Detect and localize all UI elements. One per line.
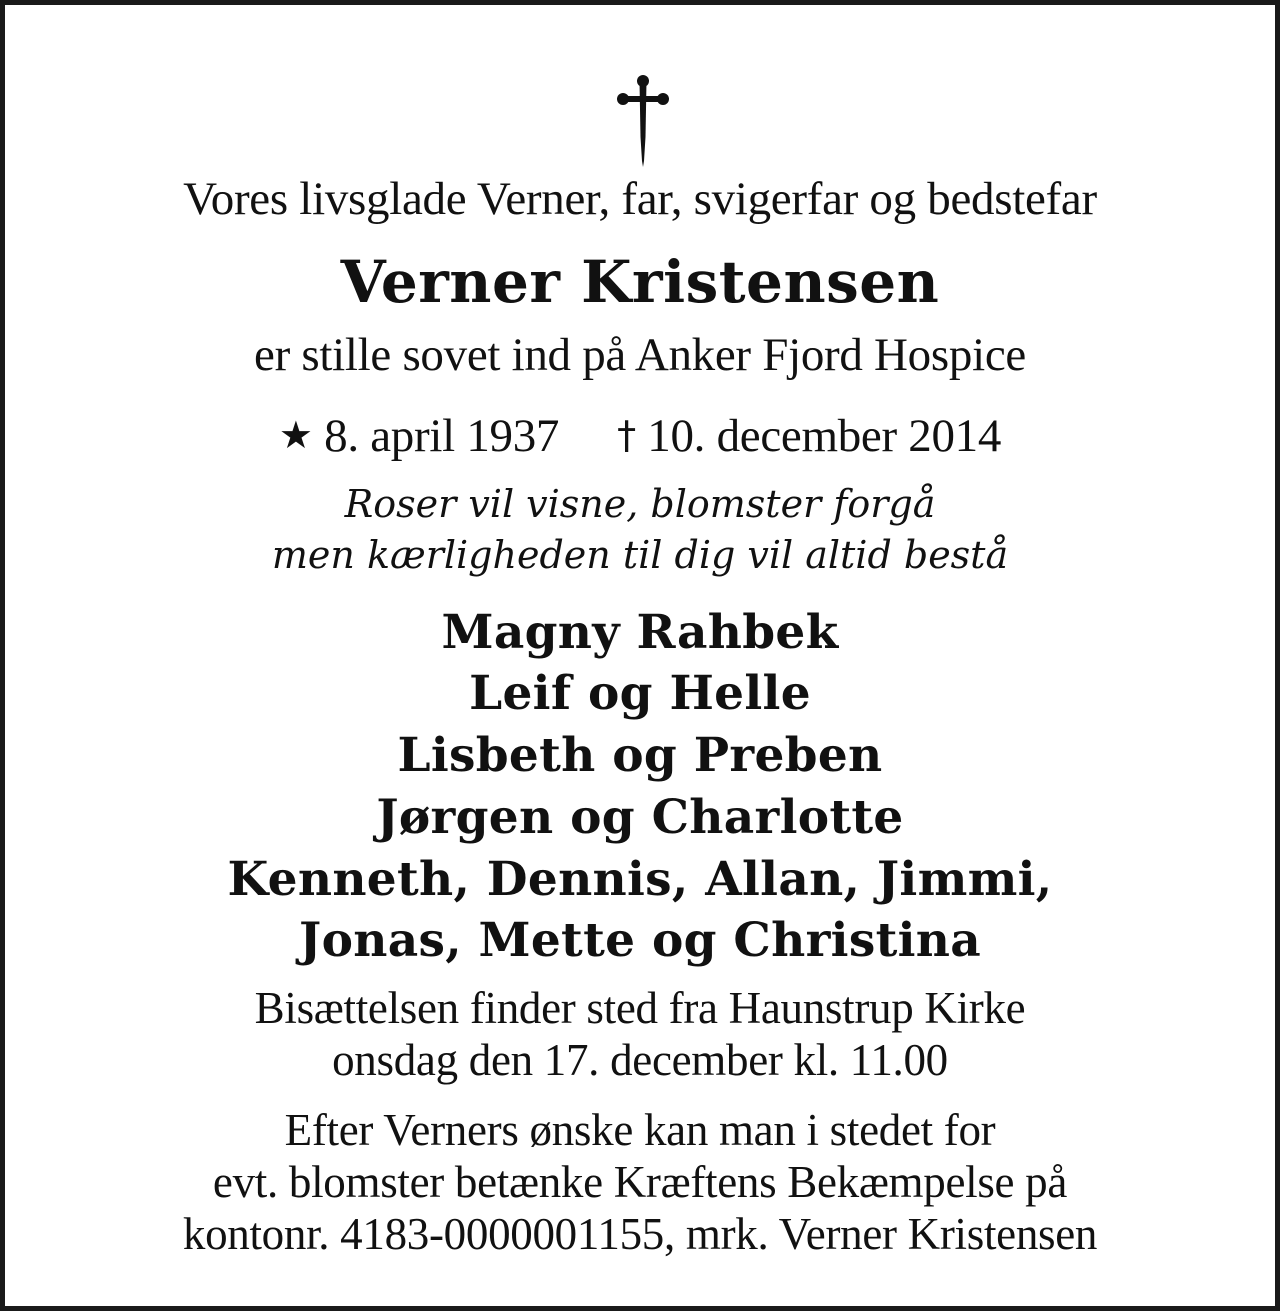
donation-info: evt. blomster betænke Kræftens Bekæmpelse på [212, 1157, 1068, 1207]
family-member: Jonas, Mette og Christina [299, 913, 981, 968]
death-date: 10. december 2014 [647, 410, 1002, 462]
donation-info: kontonr. 4183-0000001155, mrk. Verner Kristensen [182, 1209, 1098, 1259]
deceased-name: Verner Kristensen [340, 248, 940, 316]
funeral-info: Bisættelsen finder sted fra Haunstrup Kirke [254, 983, 1026, 1033]
passing-text: er stille sovet ind på Anker Fjord Hospice [254, 329, 1026, 381]
verse-line: men kærligheden til dig vil altid bestå [271, 533, 1009, 577]
life-dates [5, 409, 1275, 465]
family-member: Lisbeth og Preben [397, 728, 883, 783]
dagger-icon: † [617, 413, 636, 457]
family-member: Kenneth, Dennis, Allan, Jimmi, [227, 852, 1053, 907]
cross-icon [617, 75, 669, 167]
verse-line: Roser vil visne, blomster forgå [344, 482, 936, 526]
family-member: Leif og Helle [469, 666, 811, 721]
star-icon: ★ [278, 413, 313, 457]
birth-date: 8. april 1937 [324, 410, 560, 462]
donation-info: Efter Verners ønske kan man i stedet for [284, 1105, 996, 1155]
intro-text: Vores livsglade Verner, far, svigerfar og bedstefar [183, 173, 1097, 225]
family-member: Magny Rahbek [441, 605, 839, 660]
funeral-info: onsdag den 17. december kl. 11.00 [332, 1035, 948, 1085]
family-member: Jørgen og Charlotte [376, 790, 904, 845]
